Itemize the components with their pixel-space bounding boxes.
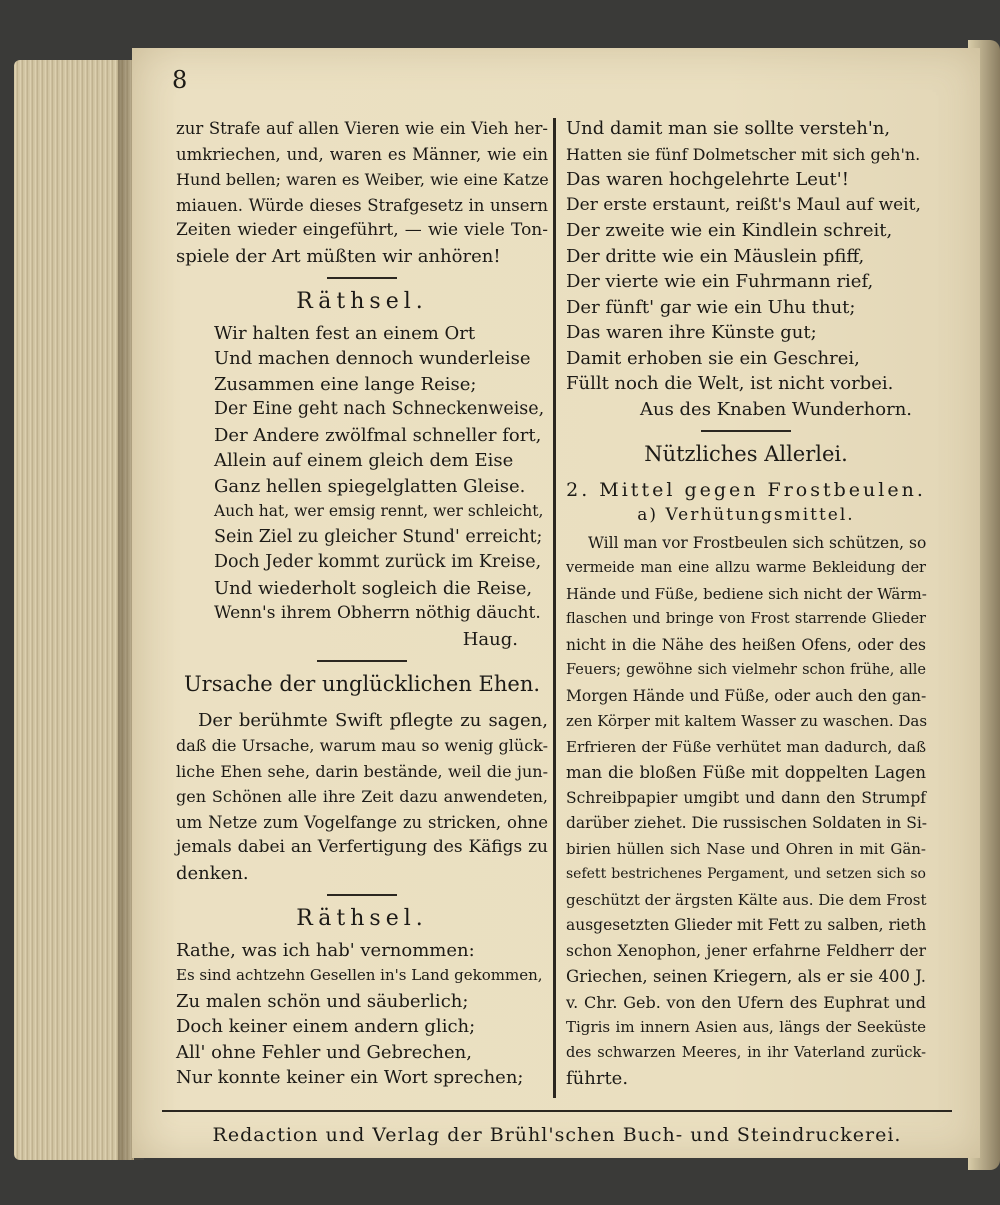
text-line: Hund bellen; waren es Weiber, wie eine Katze (176, 170, 549, 189)
poem-line: Allein auf einem gleich dem Eise (214, 450, 514, 471)
text-line: schon Xenophon, jener erfahrne Feldherr der (566, 941, 926, 960)
text-line: Morgen Hände und Füße, oder auch den gan- (566, 686, 927, 705)
right-column (566, 116, 926, 1092)
section-subsubtitle: a) Verhütungsmittel. (637, 505, 855, 525)
text-line: des schwarzen Meeres, in ihr Vaterland zurück- (566, 1044, 926, 1061)
poem-line: Nur konnte keiner ein Wort sprechen; (176, 1067, 524, 1088)
text-line: Zeiten wieder eingeführt, — wie viele Ton- (176, 220, 548, 240)
text-line: v. Chr. Geb. von den Ufern des Euphrat und (566, 992, 926, 1012)
frostbite-paragraph (566, 531, 926, 1092)
text-line: vermeide man eine allzu warme Bekleidung der (566, 560, 926, 576)
text-line: liche Ehen sehe, darin bestände, weil die jun- (176, 761, 548, 781)
text-line: Will man vor Frostbeulen sich schützen, so (588, 533, 927, 552)
poem-line: Der erste erstaunt, reißt's Maul auf weit, (566, 194, 921, 215)
poem-line: Füllt noch die Welt, ist nicht vorbei. (566, 373, 894, 394)
article-paragraph (176, 708, 548, 887)
poem-line: Das waren ihre Künste gut; (566, 322, 817, 343)
text-line: darüber ziehet. Die russischen Soldaten in Si- (566, 814, 928, 832)
text-line: zur Strafe auf allen Vieren wie ein Vieh her- (176, 119, 548, 138)
text-line: miauen. Würde dieses Strafgesetz in unsern (176, 195, 548, 215)
poem-line: Rathe, was ich hab' vernommen: (176, 939, 475, 961)
text-line: geschützt der ärgsten Kälte aus. Die dem Frost (566, 890, 927, 909)
text-line: Schreibpapier umgibt und dann den Strumpf (566, 788, 926, 807)
poem-line: All' ohne Fehler und Gebrechen, (176, 1041, 472, 1063)
riddle2-poem-continued (566, 116, 926, 397)
text-line: zen Körper mit kaltem Wasser zu waschen. Das (566, 712, 928, 730)
poem-line: Zu malen schön und säuberlich; (176, 990, 469, 1012)
poem-line: Damit erhoben sie ein Geschrei, (566, 347, 860, 369)
text-line: Der berühmte Swift pflegte zu sagen, (198, 709, 548, 731)
book-page-edges (14, 60, 134, 1160)
poem-line: Und wiederholt sogleich die Reise, (214, 577, 533, 599)
poem-line: Das waren hochgelehrte Leut'! (566, 169, 849, 190)
text-line: Erfrieren der Füße verhütet man dadurch, daß (566, 737, 926, 756)
poem-line: Wir halten fest an einem Ort (214, 322, 476, 344)
poem-line: Und damit man sie sollte versteh'n, (566, 118, 891, 139)
riddle1-title: Räthsel. (296, 289, 428, 314)
section-divider (701, 430, 791, 432)
text-line: man die bloßen Füße mit doppelten Lagen (566, 763, 926, 782)
poem-line: Der dritte wie ein Mäuslein pfiff, (566, 245, 865, 267)
left-column (176, 116, 548, 1091)
text-line: jemals dabei an Verfertigung des Käfigs zu (176, 837, 548, 857)
page-number: 8 (172, 66, 188, 94)
poem-line: Der Eine geht nach Schneckenweise, (214, 399, 545, 419)
poem-line: Auch hat, wer emsig rennt, wer schleicht, (214, 502, 544, 520)
text-line: um Netze zum Vogelfange zu stricken, ohne (176, 812, 548, 832)
text-line: Hände und Füße, bediene sich nicht der Wärm- (566, 584, 927, 603)
text-line: nicht in die Nähe des heißen Ofens, oder des (566, 635, 926, 654)
poem-line: Doch Jeder kommt zurück im Kreise, (214, 552, 542, 572)
poem-line: Ganz hellen spiegelglatten Gleise. (214, 475, 526, 497)
poem-line: Hatten sie fünf Dolmetscher mit sich geh'n. (566, 144, 921, 164)
riddle1-author: Haug. (462, 628, 518, 650)
article-title: Ursache der unglücklichen Ehen. (183, 672, 541, 696)
poem-line: Der vierte wie ein Fuhrmann rief, (566, 271, 874, 292)
text-line: flaschen und bringe von Frost starrende Glieder (566, 611, 926, 627)
book-page (132, 48, 980, 1158)
text-line: Tigris im innern Asien aus, längs der Seeküste (566, 1018, 926, 1036)
poem-line: Es sind achtzehn Gesellen in's Land gekommen, (176, 966, 543, 984)
poem-line: Sein Ziel zu gleicher Stund' erreicht; (214, 526, 543, 547)
text-line: umkriechen, und, waren es Männer, wie ein (176, 144, 548, 164)
poem-line: Doch keiner einem andern glich; (176, 1016, 476, 1037)
footer-rule (162, 1110, 952, 1112)
poem-line: Zusammen eine lange Reise; (214, 373, 477, 395)
text-line: ausgesetzten Glieder mit Fett zu salben, rieth (566, 916, 927, 934)
riddle2-title: Räthsel. (296, 906, 428, 931)
text-line: birien hüllen sich Nase und Ohren in mit Gän- (566, 839, 926, 858)
poem-line: Der fünft' gar wie ein Uhu thut; (566, 296, 856, 318)
poem-line: Wenn's ihrem Obherrn nöthig däucht. (214, 603, 541, 623)
section-divider (327, 894, 397, 896)
text-line: führte. (566, 1068, 629, 1089)
column-divider (553, 118, 556, 1098)
section-subtitle: 2. Mittel gegen Frostbeulen. (566, 478, 926, 501)
text-line: Feuers; gewöhne sich vielmehr schon frühe, alle (566, 662, 926, 678)
poem-line: Der Andere zwölfmal schneller fort, (214, 424, 542, 446)
poem-source: Aus des Knaben Wunderhorn. (639, 398, 913, 420)
text-line: spiele der Art müßten wir anhören! (176, 245, 501, 267)
text-line: sefett bestrichenes Pergament, und setzen sich so (566, 866, 926, 882)
text-line: gen Schönen alle ihre Zeit dazu anwendeten, (176, 787, 548, 806)
poem-line: Der zweite wie ein Kindlein schreit, (566, 220, 893, 241)
imprint-footer: Redaction und Verlag der Brühl'schen Buch- und Steindruckerei. (212, 1124, 902, 1146)
riddle1-poem (176, 321, 548, 627)
text-line: denken. (176, 862, 249, 884)
section-title: Nützliches Allerlei. (644, 442, 848, 466)
riddle2-poem (176, 938, 548, 1091)
text-line: daß die Ursache, warum mau so wenig glück- (176, 736, 548, 755)
section-divider (317, 660, 407, 662)
text-line: Griechen, seinen Kriegern, als er sie 400 J. (566, 967, 926, 986)
intro-paragraph (176, 116, 548, 269)
section-divider (327, 277, 397, 279)
poem-line: Und machen dennoch wunderleise (214, 348, 531, 369)
